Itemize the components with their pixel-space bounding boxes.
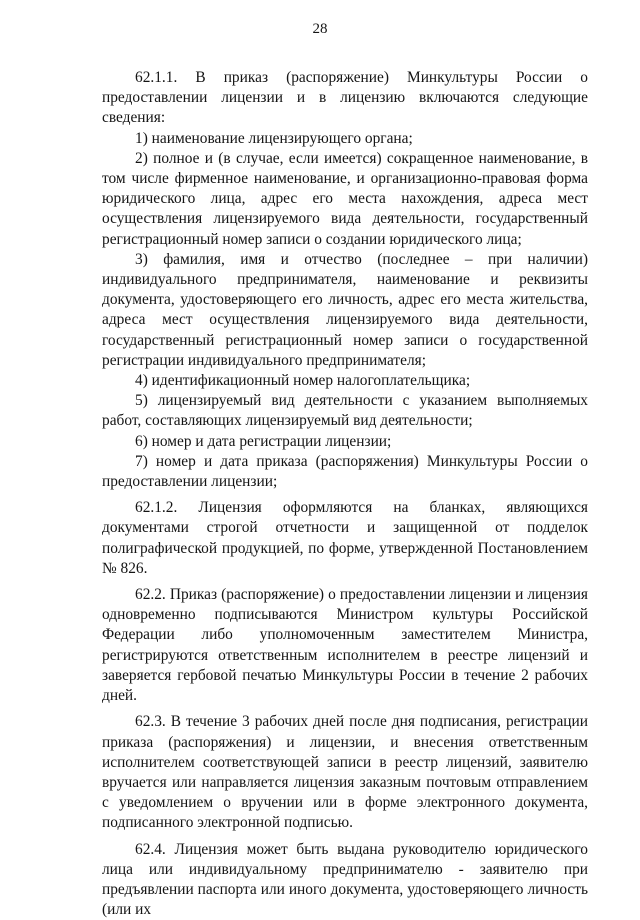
paragraph-62-1-1: 62.1.1. В приказ (распоряжение) Минкультуры России о предоставлении лицензии и в лицензию включаются следующие сведения: [102, 69, 588, 127]
paragraph-62-4: 62.4. Лицензия может быть выдана руководителю юридического лица или индивидуальному предпринимателю - заявителю при предъявлении паспорта или иного документа, удостоверяющего личность (или их [102, 840, 588, 919]
paragraph-62-2: 62.2. Приказ (распоряжение) о предоставлении лицензии и лицензия одновременно подписываются Министром культуры Российской Федерации либо уполномоченным заместителем Министра, регистрируются ответственным исполнителем в реестре лицензий и заверяется гербовой печатью Минкультуры России в течение 2 рабочих дней. [102, 586, 588, 705]
paragraph-62-3: 62.3. В течение 3 рабочих дней после дня подписания, регистрации приказа (распоряжения) и лицензии, и внесения ответственным исполнителем соответствующей записи в реестр лицензий, заявителю вручается или направляется лицензия заказным почтовым отправлением с уведомлением о вручении или в форме электронного документа, подписанного электронной подписью. [102, 713, 588, 832]
page-number: 28 [312, 21, 328, 37]
list-item-7: 7) номер и дата приказа (распоряжения) Минкультуры России о предоставлении лицензии; [102, 452, 588, 491]
list-item-4: 4) идентификационный номер налогоплательщика; [135, 372, 471, 390]
list-item-3: 3) фамилия, имя и отчество (последнее – при наличии) индивидуального предпринимателя, наименование и реквизиты документа, удостоверяющего его личность, адрес его места жительства, адреса мест осуществления лицензируемого вида деятельности, государственный регистрационный номер записи о государственной регистрации индивидуального предпринимателя; [102, 250, 588, 369]
paragraph-62-1-2: 62.1.2. Лицензия оформляются на бланках, являющихся документами строгой отчетности и защищенной от подделок полиграфической продукцией, по форме, утвержденной Постановлением № 826. [102, 499, 588, 577]
list-item-2: 2) полное и (в случае, если имеется) сокращенное наименование, в том числе фирменное наименование, и организационно-правовая форма юридического лица, адрес его места нахождения, адреса мест осуществления лицензируемого вида деятельности, государственный регистрационный номер записи о создании юридического лица; [102, 149, 588, 248]
list-item-6: 6) номер и дата регистрации лицензии; [135, 432, 392, 450]
list-item-5: 5) лицензируемый вид деятельности с указанием выполняемых работ, составляющих лицензируемый вид деятельности; [102, 392, 588, 430]
list-item-1: 1) наименование лицензирующего органа; [135, 129, 413, 147]
document-body [102, 68, 588, 920]
